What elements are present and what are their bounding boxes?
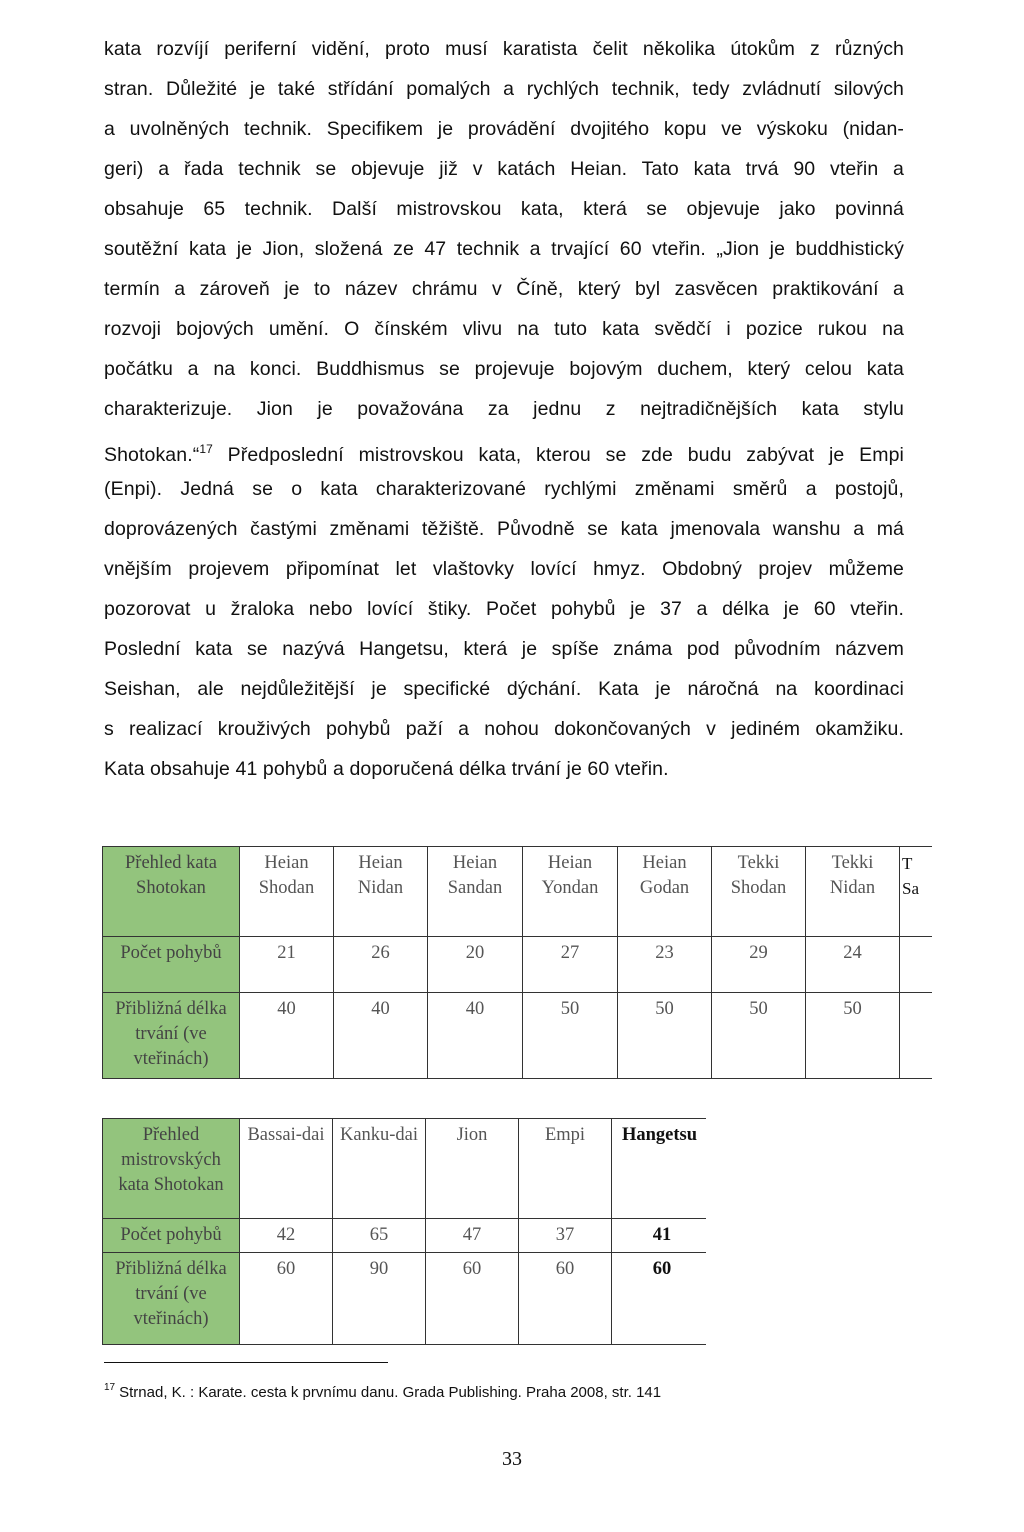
table-cell: 21 (240, 937, 334, 993)
table-cell (900, 937, 933, 993)
text-line: geri) a řada technik se objevuje již v katách Heian. Tato kata trvá 90 vteřin a (104, 158, 904, 180)
table-cell: 41 (612, 1219, 707, 1253)
footnote-number: 17 (104, 1382, 116, 1393)
row-label: Počet pohybů (103, 1219, 240, 1253)
table-cell: 60 (519, 1253, 612, 1345)
table-cell: 42 (240, 1219, 333, 1253)
table-row (103, 1253, 707, 1345)
table-cell: 27 (523, 937, 618, 993)
text-line: rozvoji bojových umění. O čínském vlivu na tuto kata svědčí i pozice rukou na (104, 318, 904, 340)
column-header: Heian Yondan (523, 847, 618, 937)
text-line: kata rozvíjí periferní vidění, proto musí karatista čelit několika útokům z různých (104, 38, 904, 60)
column-header: Jion (426, 1119, 519, 1219)
table-cell: 50 (523, 993, 618, 1079)
table-cell: 40 (428, 993, 523, 1079)
table-cell: 26 (334, 937, 428, 993)
text-segment: Shotokan.“ (104, 444, 200, 466)
footnote-divider (104, 1362, 388, 1363)
text-line: charakterizuje. Jion je považována za jednu z nejtradičnějších kata stylu (104, 398, 904, 420)
page-number: 33 (502, 1448, 522, 1470)
text-line: obsahuje 65 technik. Další mistrovskou kata, která se objevuje jako povinná (104, 198, 904, 220)
table-cell: 40 (334, 993, 428, 1079)
column-header: Bassai-dai (240, 1119, 333, 1219)
master-kata-table (102, 1118, 706, 1345)
table-cell: 65 (333, 1219, 426, 1253)
text-segment: Předposlední mistrovskou kata, kterou se zde budu zabývat je Empi (212, 444, 904, 466)
column-header: Kanku-dai (333, 1119, 426, 1219)
table-cell: 50 (712, 993, 806, 1079)
table-cell: 60 (240, 1253, 333, 1345)
text-line: Poslední kata se nazývá Hangetsu, která je spíše známa pod původním názvem (104, 638, 904, 660)
table-row (103, 993, 933, 1079)
text-line: s realizací krouživých pohybů paží a nohou dokončovaných v jediném okamžiku. (104, 718, 904, 740)
footnote-text: Strnad, K. : Karate. cesta k prvnímu danu. Grada Publishing. Praha 2008, str. 141 (119, 1384, 662, 1401)
table-cell: 40 (240, 993, 334, 1079)
column-header-cut-off: T Sa (900, 847, 933, 937)
text-line: doprovázených častými změnami těžiště. Původně se kata jmenovala wanshu a má (104, 518, 904, 540)
footnote-reference[interactable]: 17 (199, 442, 213, 456)
table-cell: 20 (428, 937, 523, 993)
table-cell: 60 (612, 1253, 707, 1345)
row-label: Přibližná délka trvání (ve vteřinách) (103, 993, 240, 1079)
table-cell: 37 (519, 1219, 612, 1253)
text-line: Kata obsahuje 41 pohybů a doporučená délka trvání je 60 vteřin. (104, 758, 669, 780)
text-line-with-footnote-ref (104, 434, 904, 464)
table-header-row (103, 1119, 707, 1219)
footnote (104, 1382, 661, 1401)
table-cell: 50 (618, 993, 712, 1079)
text-line: soutěžní kata je Jion, složená ze 47 technik a trvající 60 vteřin. „Jion je buddhistický (104, 238, 904, 260)
column-header: Empi (519, 1119, 612, 1219)
row-label: Přehled mistrovských kata Shotokan (103, 1119, 240, 1219)
kata-overview-table (102, 846, 932, 1079)
table-row (103, 937, 933, 993)
row-label: Přibližná délka trvání (ve vteřinách) (103, 1253, 240, 1345)
table-cell: 23 (618, 937, 712, 993)
column-header: Hangetsu (612, 1119, 707, 1219)
text-line: stran. Důležité je také střídání pomalých a rychlých technik, tedy zvládnutí silových (104, 78, 904, 100)
text-line: pozorovat u žraloka nebo lovící štiky. Počet pohybů je 37 a délka je 60 vteřin. (104, 598, 904, 620)
table-row (103, 1219, 707, 1253)
column-header: Heian Shodan (240, 847, 334, 937)
table-cell (900, 993, 933, 1079)
table-cell: 90 (333, 1253, 426, 1345)
text-line: a uvolněných technik. Specifikem je provádění dvojitého kopu ve výskoku (nidan- (104, 118, 904, 140)
table-cell: 60 (426, 1253, 519, 1345)
column-header: Heian Nidan (334, 847, 428, 937)
table-header-row (103, 847, 933, 937)
text-line: Seishan, ale nejdůležitější je specifické dýchání. Kata je náročná na koordinaci (104, 678, 904, 700)
column-header: Tekki Shodan (712, 847, 806, 937)
text-line: (Enpi). Jedná se o kata charakterizované rychlými změnami směrů a postojů, (104, 478, 904, 500)
column-header: Heian Sandan (428, 847, 523, 937)
row-label: Přehled kata Shotokan (103, 847, 240, 937)
table-cell: 47 (426, 1219, 519, 1253)
column-header: Tekki Nidan (806, 847, 900, 937)
text-line: termín a zároveň je to název chrámu v Číně, který byl zasvěcen praktikování a (104, 278, 904, 300)
table-cell: 24 (806, 937, 900, 993)
table-cell: 29 (712, 937, 806, 993)
text-line: počátku a na konci. Buddhismus se projevuje bojovým duchem, který celou kata (104, 358, 904, 380)
table-cell: 50 (806, 993, 900, 1079)
text-line: vnějším projevem připomínat let vlaštovky lovící hmyz. Obdobný projev můžeme (104, 558, 904, 580)
column-header: Heian Godan (618, 847, 712, 937)
row-label: Počet pohybů (103, 937, 240, 993)
